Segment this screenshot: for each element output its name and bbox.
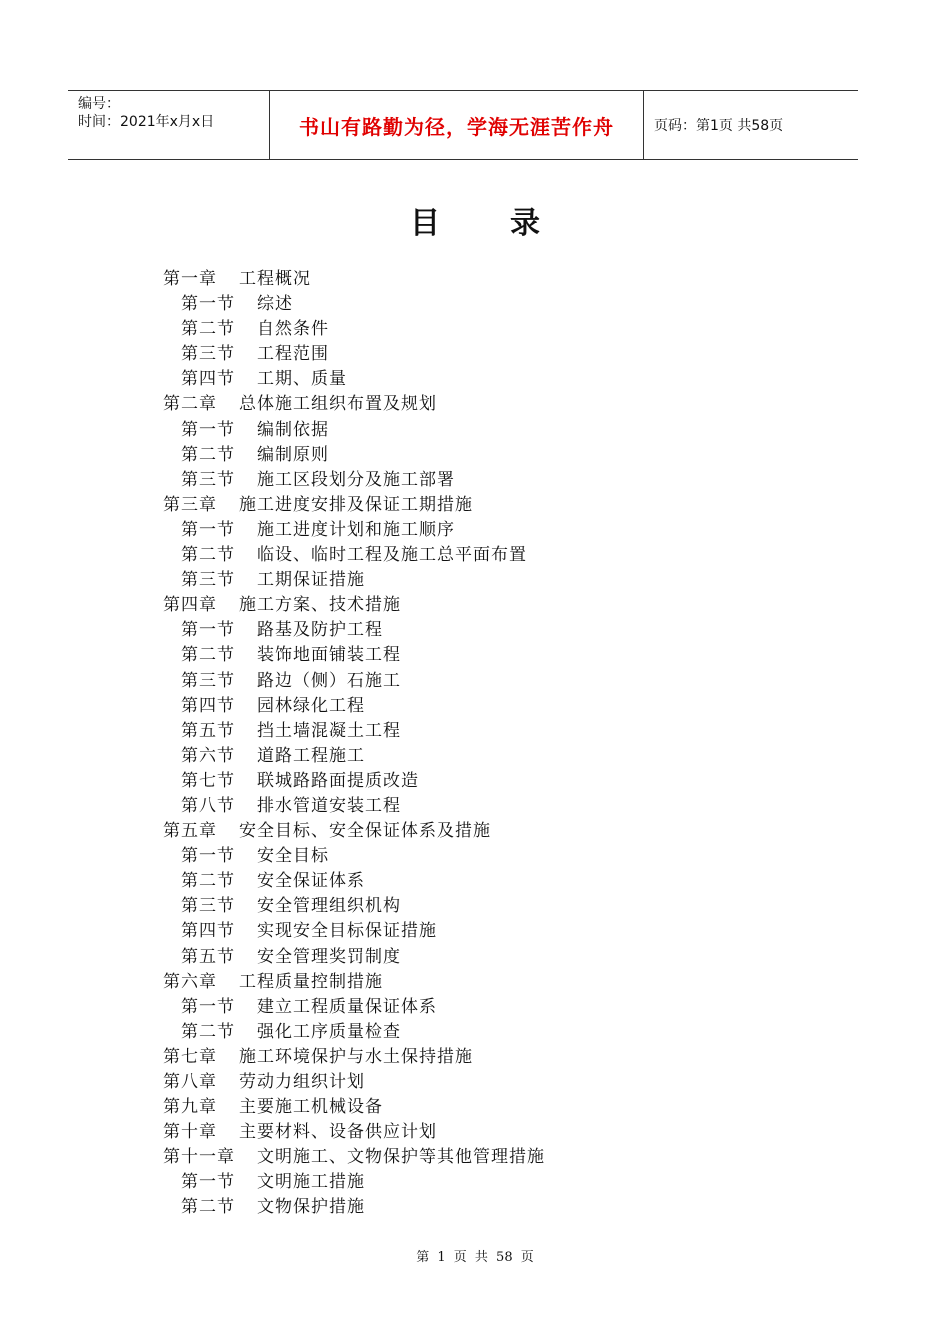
toc-entry-text: 工期保证措施 [257,570,365,591]
toc-entry-number: 第一节 [181,996,235,1017]
toc-entry-number: 第二节 [181,871,235,892]
toc-entry-text: 工程质量控制措施 [239,971,383,992]
toc-entry-text: 安全目标、安全保证体系及措施 [239,821,491,842]
toc-section-entry[interactable] [163,869,783,894]
header-page-code: 页码：第1页 共58页 [654,118,784,134]
toc-entry-text: 施工进度计划和施工顺序 [257,519,455,540]
toc-entry-text: 施工环境保护与水土保持措施 [239,1046,473,1067]
toc-title: 目录 [410,206,610,241]
toc-entry-text: 临设、临时工程及施工总平面布置 [257,545,527,566]
toc-chapter-entry[interactable] [163,267,783,292]
page-footer: 第 1 页 共 58 页 [416,1250,534,1265]
toc-chapter-entry[interactable] [163,493,783,518]
toc-section-entry[interactable] [163,769,783,794]
toc-entry-number: 第三节 [181,344,235,365]
toc-entry-text: 劳动力组织计划 [239,1072,365,1092]
toc-chapter-entry[interactable] [163,1120,783,1145]
header-page-cell [644,91,858,159]
toc-entry-number: 第一节 [181,1172,235,1193]
toc-entry-text: 文明施工措施 [257,1172,365,1193]
toc-section-entry[interactable] [163,568,783,593]
toc-entry-text: 安全保证体系 [257,871,365,892]
toc-entry-text: 建立工程质量保证体系 [257,996,437,1017]
toc-chapter-entry[interactable] [163,593,783,618]
toc-entry-number: 第一节 [181,846,235,867]
toc-entry-text: 联城路路面提质改造 [257,770,419,791]
toc-entry-text: 装饰地面铺装工程 [257,645,401,666]
toc-entry-text: 路边（侧）石施工 [257,670,401,691]
toc-section-entry[interactable] [163,669,783,694]
toc-entry-number: 第四章 [163,595,217,616]
toc-entry-text: 编制原则 [257,444,329,465]
toc-section-entry[interactable] [163,418,783,443]
header-motto-cell [270,91,644,159]
toc-entry-number: 第三章 [163,494,217,515]
toc-section-entry[interactable] [163,468,783,493]
toc-entry-text: 安全目标 [257,846,329,867]
toc-entry-text: 工程概况 [239,269,311,289]
toc-entry-text: 总体施工组织布置及规划 [239,394,437,415]
toc-entry-text: 文物保护措施 [257,1197,365,1218]
toc-entry-text: 挡土墙混凝土工程 [257,720,401,741]
toc-entry-number: 第一章 [163,269,217,289]
toc-entry-number: 第五章 [163,821,217,842]
toc-entry-text: 综述 [257,294,293,315]
toc-entry-text: 排水管道安装工程 [257,795,401,816]
toc-section-entry[interactable] [163,945,783,970]
toc-entry-number: 第七节 [181,770,235,791]
toc-entry-text: 主要材料、设备供应计划 [239,1122,437,1143]
toc-entry-number: 第一节 [181,294,235,315]
toc-entry-text: 实现安全目标保证措施 [257,921,437,942]
toc-section-entry[interactable] [163,1020,783,1045]
toc-entry-number: 第八节 [181,795,235,816]
toc-entry-text: 安全管理组织机构 [257,896,401,917]
toc-entry-number: 第三节 [181,570,235,591]
toc-entry-text: 施工进度安排及保证工期措施 [239,494,473,515]
toc-entry-text: 主要施工机械设备 [239,1097,383,1118]
toc-entry-text: 编制依据 [257,419,329,440]
toc-entry-number: 第三节 [181,670,235,691]
toc-entry-number: 第八章 [163,1072,217,1092]
toc-section-entry[interactable] [163,1195,783,1220]
toc-entry-number: 第二章 [163,394,217,415]
toc-section-entry[interactable] [163,844,783,869]
toc-section-entry[interactable] [163,618,783,643]
toc-chapter-entry[interactable] [163,970,783,995]
toc-chapter-entry[interactable] [163,1045,783,1070]
toc-entry-number: 第四节 [181,369,235,390]
toc-section-entry[interactable] [163,744,783,769]
toc-section-entry[interactable] [163,719,783,744]
toc-chapter-entry[interactable] [163,1070,783,1095]
toc-section-entry[interactable] [163,367,783,392]
toc-entry-number: 第一节 [181,419,235,440]
toc-chapter-entry[interactable] [163,1145,783,1170]
toc-entry-number: 第五节 [181,946,235,967]
table-of-contents [163,267,783,1221]
toc-section-entry[interactable] [163,342,783,367]
toc-entry-text: 强化工序质量检查 [257,1021,401,1042]
toc-section-entry[interactable] [163,919,783,944]
toc-section-entry[interactable] [163,518,783,543]
toc-entry-number: 第一节 [181,620,235,641]
toc-chapter-entry[interactable] [163,1095,783,1120]
toc-entry-number: 第二节 [181,545,235,566]
toc-section-entry[interactable] [163,443,783,468]
toc-entry-number: 第二节 [181,1197,235,1218]
toc-entry-number: 第一节 [181,519,235,540]
toc-entry-text: 园林绿化工程 [257,695,365,716]
toc-entry-text: 施工方案、技术措施 [239,595,401,616]
toc-entry-number: 第七章 [163,1046,217,1067]
toc-section-entry[interactable] [163,1170,783,1195]
toc-entry-number: 第三节 [181,469,235,490]
toc-entry-text: 路基及防护工程 [257,620,383,641]
toc-entry-number: 第五节 [181,720,235,741]
toc-entry-number: 第十章 [163,1122,217,1143]
time-label: 时间：2021年x月x日 [78,114,215,130]
toc-section-entry[interactable] [163,794,783,819]
toc-entry-text: 工期、质量 [257,369,347,390]
toc-entry-number: 第四节 [181,921,235,942]
toc-entry-number: 第二节 [181,319,235,340]
toc-entry-text: 安全管理奖罚制度 [257,946,401,967]
toc-entry-number: 第三节 [181,896,235,917]
toc-chapter-entry[interactable] [163,392,783,417]
toc-entry-number: 第四节 [181,695,235,716]
header-motto: 书山有路勤为径，学海无涯苦作舟 [299,114,614,139]
page-header [68,90,858,160]
toc-entry-text: 文明施工、文物保护等其他管理措施 [257,1147,545,1168]
toc-section-entry[interactable] [163,894,783,919]
toc-entry-number: 第二节 [181,1021,235,1042]
toc-section-entry[interactable] [163,694,783,719]
toc-entry-number: 第十一章 [163,1147,235,1168]
toc-chapter-entry[interactable] [163,819,783,844]
toc-entry-number: 第六章 [163,971,217,992]
toc-entry-text: 自然条件 [257,319,329,340]
toc-entry-number: 第九章 [163,1097,217,1118]
toc-entry-text: 工程范围 [257,344,329,365]
toc-entry-text: 道路工程施工 [257,745,365,766]
toc-entry-number: 第六节 [181,745,235,766]
toc-section-entry[interactable] [163,643,783,668]
toc-entry-number: 第二节 [181,645,235,666]
header-info-cell [68,91,270,159]
toc-section-entry[interactable] [163,543,783,568]
serial-number-label: 编号： [78,96,120,112]
toc-section-entry[interactable] [163,317,783,342]
toc-section-entry[interactable] [163,995,783,1020]
toc-entry-text: 施工区段划分及施工部署 [257,469,455,490]
toc-section-entry[interactable] [163,292,783,317]
toc-entry-number: 第二节 [181,444,235,465]
